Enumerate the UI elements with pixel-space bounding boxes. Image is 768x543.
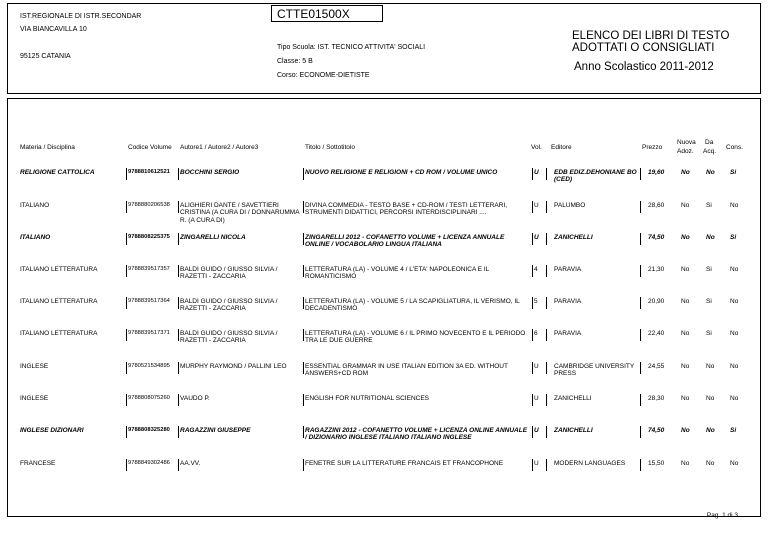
cell-titolo: DIVINA COMMEDIA - TESTO BASE + CD-ROM / TESTI LETTERARI, STRUMENTI DIDATTICI, PERCORSI INTERDISCIPLINARI ....: [305, 202, 508, 217]
cell-nuova: No: [681, 266, 690, 273]
col-autori: Autore1 / Autore2 / Autore3: [180, 144, 259, 151]
column-divider: [532, 459, 533, 471]
cell-da: No: [706, 395, 715, 402]
column-divider: [178, 426, 179, 438]
cell-vol: 4: [534, 266, 538, 273]
col-acq: Acq.: [703, 148, 717, 155]
column-divider: [640, 201, 641, 213]
cell-editore: PARAVIA: [554, 266, 582, 273]
column-divider: [126, 201, 127, 213]
cell-titolo: ENGLISH FOR NUTRITIONAL SCIENCES: [305, 395, 429, 402]
column-divider: [546, 233, 547, 245]
column-divider: [532, 233, 533, 245]
cell-cons: No: [730, 202, 739, 209]
cell-cons: No: [730, 363, 739, 370]
cell-da: No: [706, 427, 715, 434]
school-name: IST.REGIONALE DI ISTR.SECONDAR: [20, 13, 142, 20]
column-divider: [178, 394, 179, 406]
cell-prezzo: 28,60: [648, 202, 665, 209]
cell-autori: BALDI GUIDO / GIUSSO SILVIA / RAZETTI - ZACCARIA: [180, 298, 278, 313]
cell-prezzo: 21,30: [648, 266, 665, 273]
column-divider: [640, 329, 641, 341]
school-year: Anno Scolastico 2011-2012: [574, 61, 714, 73]
page-number: Pag. 1 di 3: [706, 512, 738, 519]
cell-editore: MODERN LANGUAGES: [554, 460, 626, 467]
column-divider: [546, 201, 547, 213]
cell-da: No: [706, 460, 715, 467]
cell-vol: U: [534, 234, 539, 241]
cell-codice: 9788808075260: [128, 395, 170, 401]
column-divider: [546, 459, 547, 471]
cell-da: Si: [706, 298, 712, 305]
cell-codice: 9780521534895: [128, 363, 170, 369]
cell-vol: U: [534, 460, 539, 467]
column-divider: [640, 459, 641, 471]
cell-codice: 9788849302486: [128, 460, 170, 466]
column-divider: [546, 168, 547, 180]
column-divider: [640, 297, 641, 309]
cell-autori: AA.VV.: [180, 460, 201, 467]
column-divider: [640, 168, 641, 180]
cell-materia: ITALIANO LETTERATURA: [20, 330, 98, 337]
cell-codice: 9788808225375: [128, 234, 170, 240]
cell-titolo: LETTERATURA (LA) - VOLUME 5 / LA SCAPIGLIATURA, IL VERISMO, IL DECADENTISMO: [305, 298, 520, 313]
column-divider: [532, 168, 533, 180]
cell-editore: ZANICHELLI: [554, 427, 593, 434]
cell-titolo: LETTERATURA (LA) - VOLUME 6 / IL PRIMO NOVECENTO E IL PERIODO TRA LE DUE GUERRE: [305, 330, 526, 345]
cell-materia: INGLESE: [20, 395, 49, 402]
cell-materia: ITALIANO: [20, 234, 51, 241]
column-divider: [303, 329, 304, 341]
column-divider: [126, 459, 127, 471]
cell-editore: PALUMBO: [554, 202, 586, 209]
column-divider: [303, 394, 304, 406]
column-divider: [303, 265, 304, 277]
cell-nuova: No: [681, 169, 690, 176]
column-divider: [546, 297, 547, 309]
cell-nuova: No: [681, 234, 690, 241]
cell-codice: 9788839517364: [128, 298, 170, 304]
cell-vol: 6: [534, 330, 538, 337]
cell-materia: ITALIANO LETTERATURA: [20, 298, 98, 305]
cell-autori: RAGAZZINI GIUSEPPE: [180, 427, 251, 434]
classe: Classe: 5 B: [277, 58, 313, 65]
cell-prezzo: 24,55: [648, 363, 665, 370]
cell-nuova: No: [681, 395, 690, 402]
column-divider: [178, 329, 179, 341]
cell-vol: U: [534, 395, 539, 402]
col-cons: Cons.: [726, 144, 743, 151]
cell-titolo: ESSENTIAL GRAMMAR IN USE ITALIAN EDITION 3A ED. WITHOUT ANSWERS+CD ROM: [305, 363, 508, 378]
column-divider: [546, 394, 547, 406]
cell-vol: 5: [534, 298, 538, 305]
column-divider: [303, 201, 304, 213]
column-divider: [126, 265, 127, 277]
cell-vol: U: [534, 427, 539, 434]
cell-materia: INGLESE DIZIONARI: [20, 427, 84, 434]
column-divider: [532, 329, 533, 341]
column-divider: [640, 233, 641, 245]
cell-nuova: No: [681, 460, 690, 467]
col-adoz: Adoz.: [677, 148, 694, 155]
cell-prezzo: 74,50: [648, 234, 665, 241]
corso: Corso: ECONOME-DIETISTE: [277, 72, 370, 79]
cell-da: No: [706, 169, 715, 176]
column-divider: [178, 201, 179, 213]
column-divider: [640, 426, 641, 438]
column-divider: [126, 297, 127, 309]
column-divider: [178, 265, 179, 277]
col-prezzo: Prezzo: [642, 144, 663, 151]
column-divider: [303, 362, 304, 374]
column-divider: [126, 362, 127, 374]
tipo-scuola: Tipo Scuola: IST. TECNICO ATTIVITA' SOCIALI: [277, 44, 426, 51]
cell-editore: ZANICHELLI: [554, 395, 592, 402]
cell-da: Si: [706, 202, 712, 209]
col-codice: Codice Volume: [128, 144, 172, 151]
cell-titolo: ZINGARELLI 2012 - COFANETTO VOLUME + LICENZA ANNUALE ONLINE / VOCABOLARIO LINGUA ITALIANA: [305, 234, 505, 249]
cell-cons: Si: [730, 427, 737, 434]
cell-editore: PARAVIA: [554, 330, 582, 337]
column-divider: [532, 394, 533, 406]
cell-vol: U: [534, 202, 539, 209]
column-divider: [303, 233, 304, 245]
cell-nuova: No: [681, 330, 690, 337]
cell-materia: ITALIANO LETTERATURA: [20, 266, 98, 273]
cell-nuova: No: [681, 427, 690, 434]
cell-autori: BOCCHINI SERGIO: [180, 169, 240, 176]
column-divider: [126, 426, 127, 438]
column-divider: [532, 362, 533, 374]
cell-autori: ZINGARELLI NICOLA: [180, 234, 246, 241]
cell-autori: MURPHY RAYMOND / PALLINI LEO: [180, 363, 287, 370]
cell-materia: RELIGIONE CATTOLICA: [20, 169, 95, 176]
column-divider: [640, 265, 641, 277]
school-address: VIA BIANCAVILLA 10: [20, 26, 87, 33]
col-nuova: Nuova: [677, 139, 696, 146]
cell-nuova: No: [681, 202, 690, 209]
column-divider: [126, 168, 127, 180]
cell-vol: U: [534, 169, 539, 176]
cell-materia: INGLESE: [20, 363, 49, 370]
cell-cons: No: [730, 298, 739, 305]
column-divider: [303, 459, 304, 471]
school-code: CTTE01500X: [271, 5, 383, 22]
column-divider: [640, 362, 641, 374]
column-divider: [532, 426, 533, 438]
cell-materia: ITALIANO: [20, 202, 50, 209]
column-divider: [640, 394, 641, 406]
column-divider: [532, 265, 533, 277]
column-divider: [303, 297, 304, 309]
cell-titolo: FENETRE SUR LA LITTERATURE FRANCAIS ET FRANCOPHONE: [305, 460, 504, 467]
cell-cons: No: [730, 460, 739, 467]
cell-cons: No: [730, 395, 739, 402]
cell-cons: No: [730, 266, 739, 273]
cell-prezzo: 74,50: [648, 427, 665, 434]
column-divider: [126, 394, 127, 406]
column-divider: [178, 459, 179, 471]
cell-prezzo: 19,60: [648, 169, 665, 176]
cell-editore: ZANICHELLI: [554, 234, 593, 241]
doc-title-line2: ADOTTATI O CONSIGLIATI: [572, 42, 715, 54]
school-city: 95125 CATANIA: [20, 53, 71, 60]
col-vol: Vol.: [531, 144, 542, 151]
column-divider: [546, 362, 547, 374]
column-divider: [303, 168, 304, 180]
cell-codice: 9788880206538: [128, 202, 170, 208]
cell-codice: 9788839517371: [128, 330, 170, 336]
cell-da: Si: [706, 330, 712, 337]
cell-da: No: [706, 234, 715, 241]
cell-editore: EDB EDIZ.DEHONIANE BO (CED): [554, 169, 637, 184]
cell-codice: 9788839517357: [128, 266, 170, 272]
cell-da: Si: [706, 266, 712, 273]
column-divider: [126, 329, 127, 341]
cell-da: No: [706, 363, 715, 370]
cell-cons: No: [730, 330, 739, 337]
cell-cons: Si: [730, 234, 737, 241]
column-divider: [178, 233, 179, 245]
cell-codice: 9788810612521: [128, 169, 170, 175]
column-divider: [532, 297, 533, 309]
column-divider: [546, 329, 547, 341]
cell-prezzo: 15,50: [648, 460, 665, 467]
cell-titolo: RAGAZZINI 2012 - COFANETTO VOLUME + LICENZA ONLINE ANNUALE / DIZIONARIO INGLESE ITALIANO ITALIANO INGLESE: [305, 427, 528, 442]
column-divider: [546, 265, 547, 277]
column-divider: [303, 426, 304, 438]
column-divider: [178, 362, 179, 374]
column-divider: [126, 233, 127, 245]
cell-editore: CAMBRIDGE UNIVERSITY PRESS: [554, 363, 635, 378]
cell-autori: ALIGHIERI DANTE / SAVETTIERI CRISTINA (A CURA DI / DONNARUMMA R. (A CURA DI): [180, 202, 300, 224]
cell-titolo: NUOVO RELIGIONE E RELIGIONI + CD ROM / VOLUME UNICO: [305, 169, 498, 176]
cell-titolo: LETTERATURA (LA) - VOLUME 4 / L'ETA' NAPOLEONICA E IL ROMANTICISMO: [305, 266, 490, 281]
cell-autori: BALDI GUIDO / GIUSSO SILVIA / RAZETTI - ZACCARIA: [180, 266, 278, 281]
cell-prezzo: 20,90: [648, 298, 665, 305]
cell-prezzo: 28,30: [648, 395, 665, 402]
column-divider: [532, 201, 533, 213]
col-da: Da: [705, 139, 714, 146]
col-editore: Editore: [551, 144, 572, 151]
cell-nuova: No: [681, 363, 690, 370]
cell-vol: U: [534, 363, 539, 370]
column-divider: [178, 168, 179, 180]
cell-codice: 9788808325280: [128, 427, 170, 433]
doc-title-line1: ELENCO DEI LIBRI DI TESTO: [572, 30, 730, 42]
cell-editore: PARAVIA: [554, 298, 582, 305]
column-divider: [546, 426, 547, 438]
col-materia: Materia / Disciplina: [20, 144, 75, 151]
cell-nuova: No: [681, 298, 690, 305]
cell-autori: VAUDO P.: [180, 395, 210, 402]
col-titolo: Titolo / Sottotitolo: [305, 144, 355, 151]
cell-autori: BALDI GUIDO / GIUSSO SILVIA / RAZETTI - ZACCARIA: [180, 330, 278, 345]
column-divider: [178, 297, 179, 309]
cell-prezzo: 22,40: [648, 330, 665, 337]
cell-cons: Si: [730, 169, 737, 176]
cell-materia: FRANCESE: [20, 460, 56, 467]
